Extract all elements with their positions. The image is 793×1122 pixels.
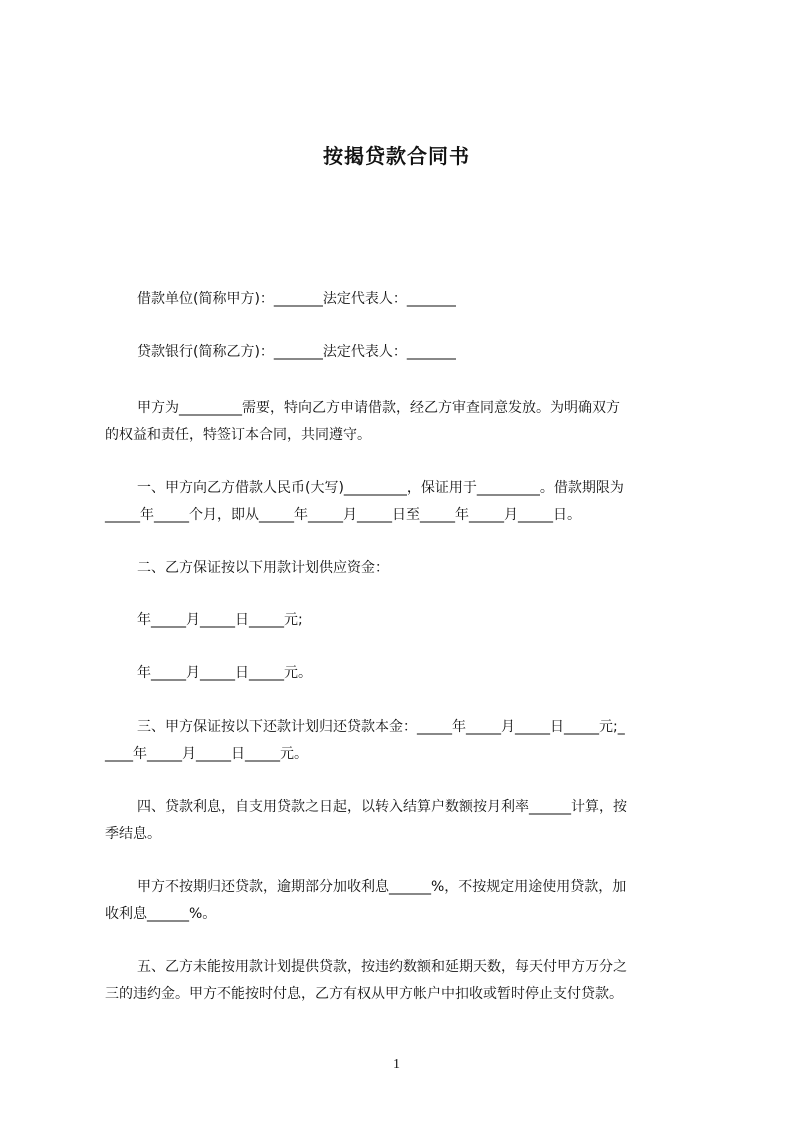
penalty-interest-paragraph (105, 874, 701, 928)
text-line: _____年_____个月，即从_____年_____月_____日至_____年_____月_____日。 (105, 507, 581, 523)
text-line: 三的违约金。甲方不能按时付息，乙方有权从甲方帐户中扣收或暂时停止支付贷款。 (105, 986, 623, 1002)
clause-4-paragraph (105, 794, 701, 848)
text-line: 二、乙方保证按以下用款计划供应资金： (137, 560, 389, 576)
clause-1-paragraph (105, 475, 701, 529)
text-line: 一、甲方向乙方借款人民币(大写)_________，保证用于_________。借款期限为 (137, 480, 624, 496)
text-line: 五、乙方未能按用款计划提供贷款，按违约数额和延期天数，每天付甲方万分之 (137, 959, 627, 975)
clause-3-paragraph (105, 714, 701, 768)
text-line: 贷款银行(简称乙方)：_______法定代表人：_______ (137, 344, 456, 360)
text-line: 年_____月_____日_____元。 (137, 665, 312, 681)
page-number: 1 (393, 1057, 400, 1072)
text-line: 借款单位(简称甲方)：_______法定代表人：_______ (137, 291, 456, 307)
schedule-line-1 (105, 607, 701, 634)
lender-line (105, 339, 701, 366)
text-line: 三、甲方保证按以下还款计划归还贷款本金：_____年_____月_____日_____元;_ (137, 719, 625, 735)
schedule-line-2 (105, 660, 701, 687)
clause-2-paragraph (105, 555, 701, 582)
text-line: 四、贷款利息，自支用贷款之日起，以转入结算户数额按月利率______计算，按 (137, 799, 627, 815)
text-line: 的权益和责任，特签订本合同，共同遵守。 (105, 427, 371, 443)
preamble-paragraph (105, 395, 701, 449)
text-line: 年_____月_____日_____元; (137, 612, 303, 628)
text-line: ____年_____月_____日_____元。 (105, 746, 308, 762)
clause-5-paragraph (105, 954, 701, 1008)
text-line: 甲方不按期归还贷款，逾期部分加收利息______%，不按规定用途使用贷款，加 (137, 879, 627, 895)
document-title: 按揭贷款合同书 (323, 144, 470, 168)
text-line: 收利息______%。 (105, 906, 217, 922)
borrower-line (105, 286, 701, 313)
text-line: 季结息。 (105, 826, 161, 842)
text-line: 甲方为_________需要，特向乙方申请借款，经乙方审查同意发放。为明确双方 (137, 400, 620, 416)
